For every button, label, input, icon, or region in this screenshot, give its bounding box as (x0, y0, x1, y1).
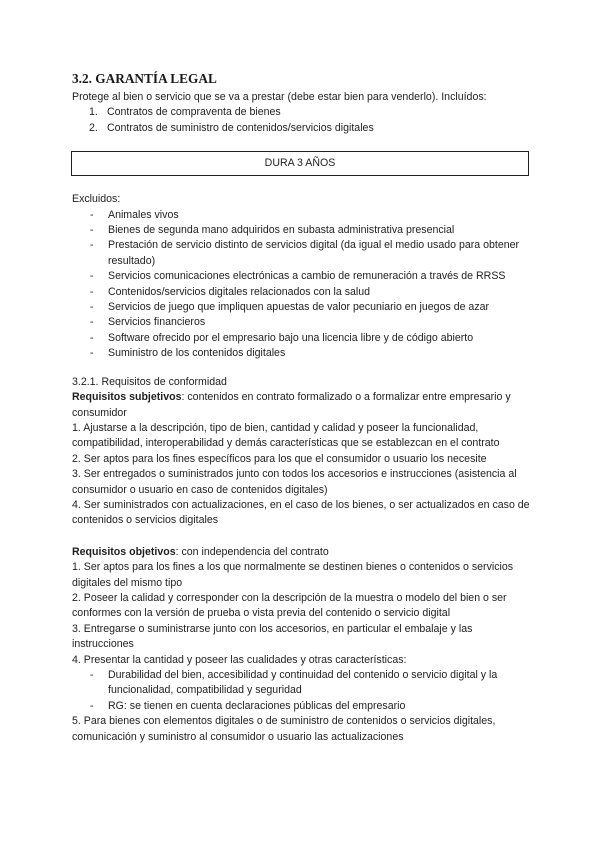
dash-bullet: - (90, 699, 94, 712)
subsection-heading: 3.2.1. Requisitos de conformidad (72, 375, 227, 388)
list-item (72, 331, 532, 346)
section-heading: 3.2. GARANTÍA LEGAL (72, 71, 217, 86)
list-item (72, 121, 532, 136)
list-item (72, 285, 532, 300)
excluded-label: Excluidos: (72, 193, 121, 206)
list-text: Servicios comunicaciones electrónicas a cambio de remuneración a través de RRSS (108, 270, 506, 283)
list-text: RG: se tienen en cuenta declaraciones públicas del empresario (108, 699, 406, 712)
dash-bullet: - (90, 347, 94, 360)
dash-bullet: - (90, 208, 94, 221)
list-item (72, 668, 532, 699)
objective-item: 3. Entregarse o suministrarse junto con los accesorios, en particular el embalaje y las instrucciones (72, 622, 473, 651)
objective-item: 2. Poseer la calidad y corresponder con la descripción de la muestra o modelo del bien o ser conformes con la versión de prueba o vista previa del contenido o servicio digital (72, 591, 507, 620)
list-text: Contenidos/servicios digitales relacionados con la salud (108, 285, 371, 298)
list-item (72, 208, 532, 223)
list-text: Prestación de servicio distinto de servicios digital (da igual el medio usado para obtener resultado) (108, 239, 520, 267)
list-item (72, 315, 532, 330)
dash-bullet: - (90, 270, 94, 283)
list-item (72, 300, 532, 315)
subjective-item: 3. Ser entregados o suministrados junto con todos los accesorios e instrucciones (asistencia al consumidor o usuario en caso de contenidos digitales) (72, 468, 517, 496)
list-text: Bienes de segunda mano adquiridos en subasta administrativa presencial (108, 224, 455, 237)
list-item (72, 346, 532, 361)
dash-bullet: - (90, 239, 94, 252)
objective-desc: : con independencia del contrato (175, 545, 329, 558)
list-item (72, 238, 532, 269)
list-text: Animales vivos (108, 208, 179, 221)
list-item (72, 699, 532, 714)
subjective-item: 4. Ser suministrados con actualizaciones, en el caso de los bienes, o ser actualizados en caso de contenidos o servicios digitales (72, 498, 530, 527)
dash-bullet: - (90, 285, 94, 298)
document-content (72, 71, 532, 745)
dash-bullet: - (90, 669, 94, 681)
subjective-intro (72, 390, 532, 421)
list-item (72, 269, 532, 284)
objective-intro (72, 545, 532, 560)
subjective-desc: : contenidos en contrato formalizado o a formalizar entre empresario y consumidor (72, 391, 511, 419)
dash-bullet: - (90, 224, 94, 237)
objective-item: 4. Presentar la cantidad y poseer las cualidades y otras características: (72, 653, 407, 666)
list-text: Durabilidad del bien, accesibilidad y continuidad del contenido o servicio digital y la funcionalidad, compatibilidad y seguridad (108, 669, 498, 697)
list-item (72, 105, 532, 120)
excluded-list (72, 208, 532, 362)
dash-bullet: - (90, 331, 94, 344)
list-item (72, 223, 532, 238)
list-number: 1. (89, 106, 98, 119)
objective-item: 5. Para bienes con elementos digitales o de suministro de contenidos o servicios digitales, comunicación y suministro al consumidor o usuario las actualizaciones (72, 715, 496, 743)
subjective-item: 2. Ser aptos para los fines específicos para los que el consumidor o usuario los necesite (72, 452, 487, 465)
list-text: Servicios de juego que impliquen apuestas de valor pecuniario en juegos de azar (108, 301, 490, 314)
list-text: Contratos de compraventa de bienes (107, 106, 281, 119)
subjective-label: Requisitos subjetivos (72, 391, 182, 404)
objective-label: Requisitos objetivos (72, 545, 176, 558)
list-text: Software ofrecido por el empresario bajo una licencia libre y de código abierto (108, 331, 474, 344)
list-text: Contratos de suministro de contenidos/servicios digitales (107, 121, 374, 134)
objective-item: 1. Ser aptos para los fines a los que normalmente se destinen bienes o contenidos o servicios digitales del mismo tipo (72, 561, 514, 589)
dash-bullet: - (90, 316, 94, 329)
objective-sub-list (72, 668, 532, 714)
duration-box: DURA 3 AÑOS (71, 151, 529, 176)
section-intro: Protege al bien o servicio que se va a prestar (debe estar bien para venderlo). Incluídos: (72, 91, 487, 103)
included-list (72, 105, 532, 136)
dash-bullet: - (90, 301, 94, 314)
subjective-item: 1. Ajustarse a la descripción, tipo de bien, cantidad y calidad y poseer la funcionalidad, compatibilidad, interoperabilidad y demás características que se establezcan en el contrato (72, 421, 500, 450)
list-text: Suministro de los contenidos digitales (108, 347, 286, 360)
list-text: Servicios financieros (108, 316, 206, 329)
list-number: 2. (89, 121, 98, 134)
